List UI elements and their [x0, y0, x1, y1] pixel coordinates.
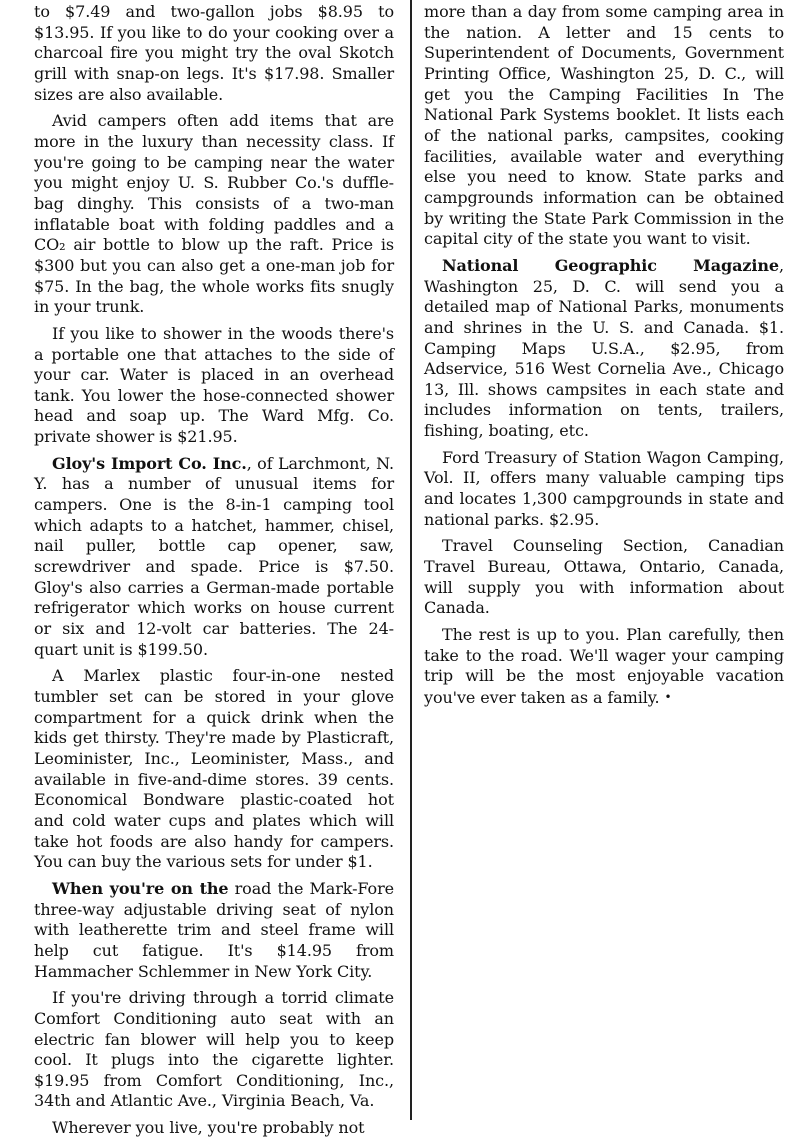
paragraph-wherever-you-live: Wherever you live, you're probably not: [52, 1118, 365, 1138]
paragraph-superintendent: more than a day from some camping area in the nation. A letter and 15 cents to Superintendent of Documents, Government Printing Office, Washington 25, D. C., will get you the Camping Facilities In The National Park Systems booklet. It lists each of the national parks, campsites, cooking facilities, available water and everything else you need to know. State parks and campgrounds information can be obtained by writing the State Park Commission in the capital city of the state you want to visit.: [424, 2, 784, 249]
paragraph-national-geographic: [424, 256, 784, 442]
right-column: [424, 2, 784, 715]
paragraph-travel-counseling: Travel Counseling Section, Canadian Travel Bureau, Ottawa, Ontario, Canada, will supply you with information about Canada.: [424, 536, 784, 618]
paragraph-portable-shower: If you like to shower in the woods there's a portable one that attaches to the side of your car. Water is placed in an overhead tank. You lower the hose-connected shower head and soap up. The Ward Mfg. Co. private shower is $21.95.: [34, 323, 394, 447]
conclusion-text: The rest is up to you. Plan carefully, then take to the road. We'll wager your camping trip will be the most enjoyable vacation you've ever taken as a family.: [424, 625, 784, 707]
paragraph-tumbler-set: A Marlex plastic four-in-one nested tumbler set can be stored in your glove compartment for a quick drink when the kids get thirsty. They're made by Plasticraft, Leominister, Inc., Leominister, Mass., and available in five-and-dime stores. 39 cents. Economical Bondware plastic-coated hot and cold water cups and plates which will take hot foods are also handy for campers. You can buy the various sets for under $1.: [34, 666, 394, 872]
paragraph-luxury-dinghy: Avid campers often add items that are more in the luxury than necessity class. If you're going to be camping near the water you might enjoy U. S. Rubber Co.'s duffle-bag dinghy. This consists of a two-man inflatable boat with folding paddles and a CO₂ air bottle to blow up the raft. Price is $300 but you can also get a one-man job for $75. In the bag, the whole works fits snugly in your trunk.: [34, 111, 394, 317]
gloys-text: , of Larchmont, N. Y. has a number of unusual items for campers. One is the 8-in-1 camping tool which adapts to a hatchet, hammer, chisel, nail puller, bottle cap opener, saw, screwdriver and spade. Price is $7.50. Gloy's also carries a German-made portable refrigerator which works on house current or six and 12-volt car batteries. The 24-quart unit is $199.50.: [34, 453, 394, 659]
paragraph-conclusion: [424, 625, 784, 709]
paragraph-gloys-import: [34, 454, 394, 661]
paragraph-driving-seat: [34, 879, 394, 982]
national-geographic-heading: National Geographic Magazine: [442, 255, 779, 275]
paragraph-ford-treasury: Ford Treasury of Station Wagon Camping, Vol. II, offers many valuable camping tips and locates 1,300 campgrounds in state and national parks. $2.95.: [424, 447, 784, 529]
gloys-heading: Gloy's Import Co. Inc.: [52, 453, 247, 473]
paragraph-comfort-seat: If you're driving through a torrid climate Comfort Conditioning auto seat with an electric fan blower will help you to keep cool. It plugs into the cigarette lighter. $19.95 from Comfort Conditioning, Inc., 34th and Atlantic Ave., Virginia Beach, Va.: [34, 988, 394, 1111]
paragraph-cooking-grill: to $7.49 and two-gallon jobs $8.95 to $13.95. If you like to do your cooking over a charcoal fire you might try the oval Skotch grill with snap-on legs. It's $17.98. Smaller sizes are also available.: [34, 2, 394, 104]
driving-seat-text: road the Mark-Fore three-way adjustable driving seat of nylon with leatherette trim and steel frame will help cut fatigue. It's $14.95 from Hammacher Schlemmer in New York City.: [34, 878, 394, 981]
column-divider: [410, 0, 412, 1120]
left-column: [34, 2, 394, 1145]
end-mark: •: [664, 690, 672, 704]
national-geographic-text: , Washington 25, D. C. will send you a detailed map of National Parks, monuments and shrines in the U. S. and Canada. $1. Camping Maps U.S.A., $2.95, from Adservice, 516 West Cornelia Ave., Chicago 13, Ill. shows campsites in each state and includes information on tents, trailers, fishing, boating, etc.: [424, 255, 784, 441]
on-the-road-heading: When you're on the: [52, 878, 229, 898]
